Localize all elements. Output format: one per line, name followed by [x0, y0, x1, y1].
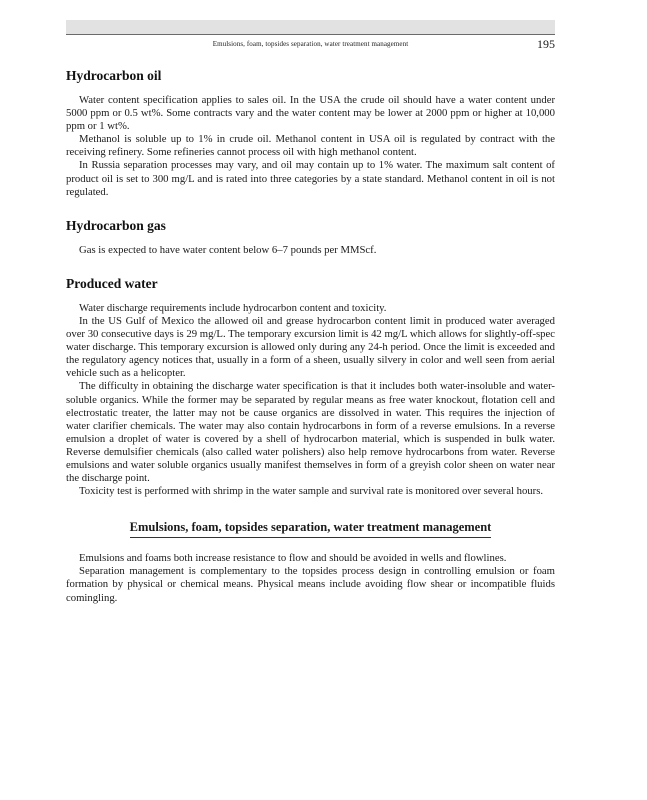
running-title: Emulsions, foam, topsides separation, water treatment management: [212, 40, 409, 48]
section-title-hydrocarbon-gas: Hydrocarbon gas: [66, 217, 166, 233]
header-rule: [66, 34, 555, 35]
center-title-wrap: [66, 518, 555, 538]
running-head: [66, 38, 555, 56]
paragraph: Toxicity test is performed with shrimp in the water sample and survival rate is monitored over several hours.: [79, 485, 544, 498]
page: [66, 20, 555, 605]
section-title-hydrocarbon-oil: Hydrocarbon oil: [66, 68, 162, 83]
paragraph: Emulsions and foams both increase resistance to flow and should be avoided in wells and flowlines.: [79, 552, 507, 565]
paragraph: In the US Gulf of Mexico the allowed oil and grease hydrocarbon content limit in produced water averaged over 30 consecutive days is 29 mg/L. The temporary excursion limit is 42 mg/L which allows for slightly-off-spec water discharge. This temporary excursion is allowed only during any 24-h period. Once the limit is exceeded and the regulatory agency notices that, usually in a form of a sheen, usually silvery in color and well seen from aerial vehicle such as a helicopter.: [66, 314, 555, 380]
header-bar: [66, 20, 555, 34]
section-produced-water: [66, 276, 555, 498]
paragraph: In Russia separation processes may vary, and oil may contain up to 1% water. The maximum salt content of product oil is set to 300 mg/L and is rated into three categories by a state standard. Methanol content in oil is not regulated.: [66, 159, 555, 198]
page-number: 195: [537, 37, 555, 51]
section-title-produced-water: Produced water: [66, 275, 158, 291]
paragraph: The difficulty in obtaining the discharge water specification is that it includes both water-insoluble and water-soluble organics. While the former may be separated by regular means as free water knockout, flotation cell and electrostatic treater, the latter may not be cause organics are dissolved in water. This requires the injection of water clarifier chemicals. The water may also contain hydrocarbons in form of a reverse emulsions. In a reverse emulsion a droplet of water is covered by a shell of hydrocarbon material, which is suspended in bulk water. Reverse demulsifier chemicals (also called water polishers) also help remove hydrocarbons from water. Reverse emulsions and water soluble organics usually manifest themselves in form of a greyish color sheen on water near the discharge point.: [66, 380, 555, 485]
paragraph: Water discharge requirements include hydrocarbon content and toxicity.: [79, 301, 387, 314]
section-hydrocarbon-oil: [66, 68, 555, 199]
section-emulsions: [66, 518, 555, 604]
paragraph: Separation management is complementary to the topsides process design in controlling emulsion or foam formation by physical or chemical means. Physical means include avoiding flow shear or incompatible fluids comingling.: [66, 565, 555, 604]
paragraph: Methanol is soluble up to 1% in crude oil. Methanol content in USA oil is regulated by contract with the receiving refinery. Some refineries cannot process oil with high methanol content.: [66, 133, 555, 159]
main-section-title: Emulsions, foam, topsides separation, water treatment management: [130, 520, 492, 538]
paragraph: Gas is expected to have water content below 6–7 pounds per MMScf.: [79, 243, 377, 256]
paragraph: Water content specification applies to sales oil. In the USA the crude oil should have a water content under 5000 ppm or 0.5 wt%. Some contracts vary and the water content may be lower at 2000 ppm or higher at 10,000 ppm or 1 wt%.: [66, 94, 555, 133]
section-hydrocarbon-gas: [66, 218, 555, 257]
